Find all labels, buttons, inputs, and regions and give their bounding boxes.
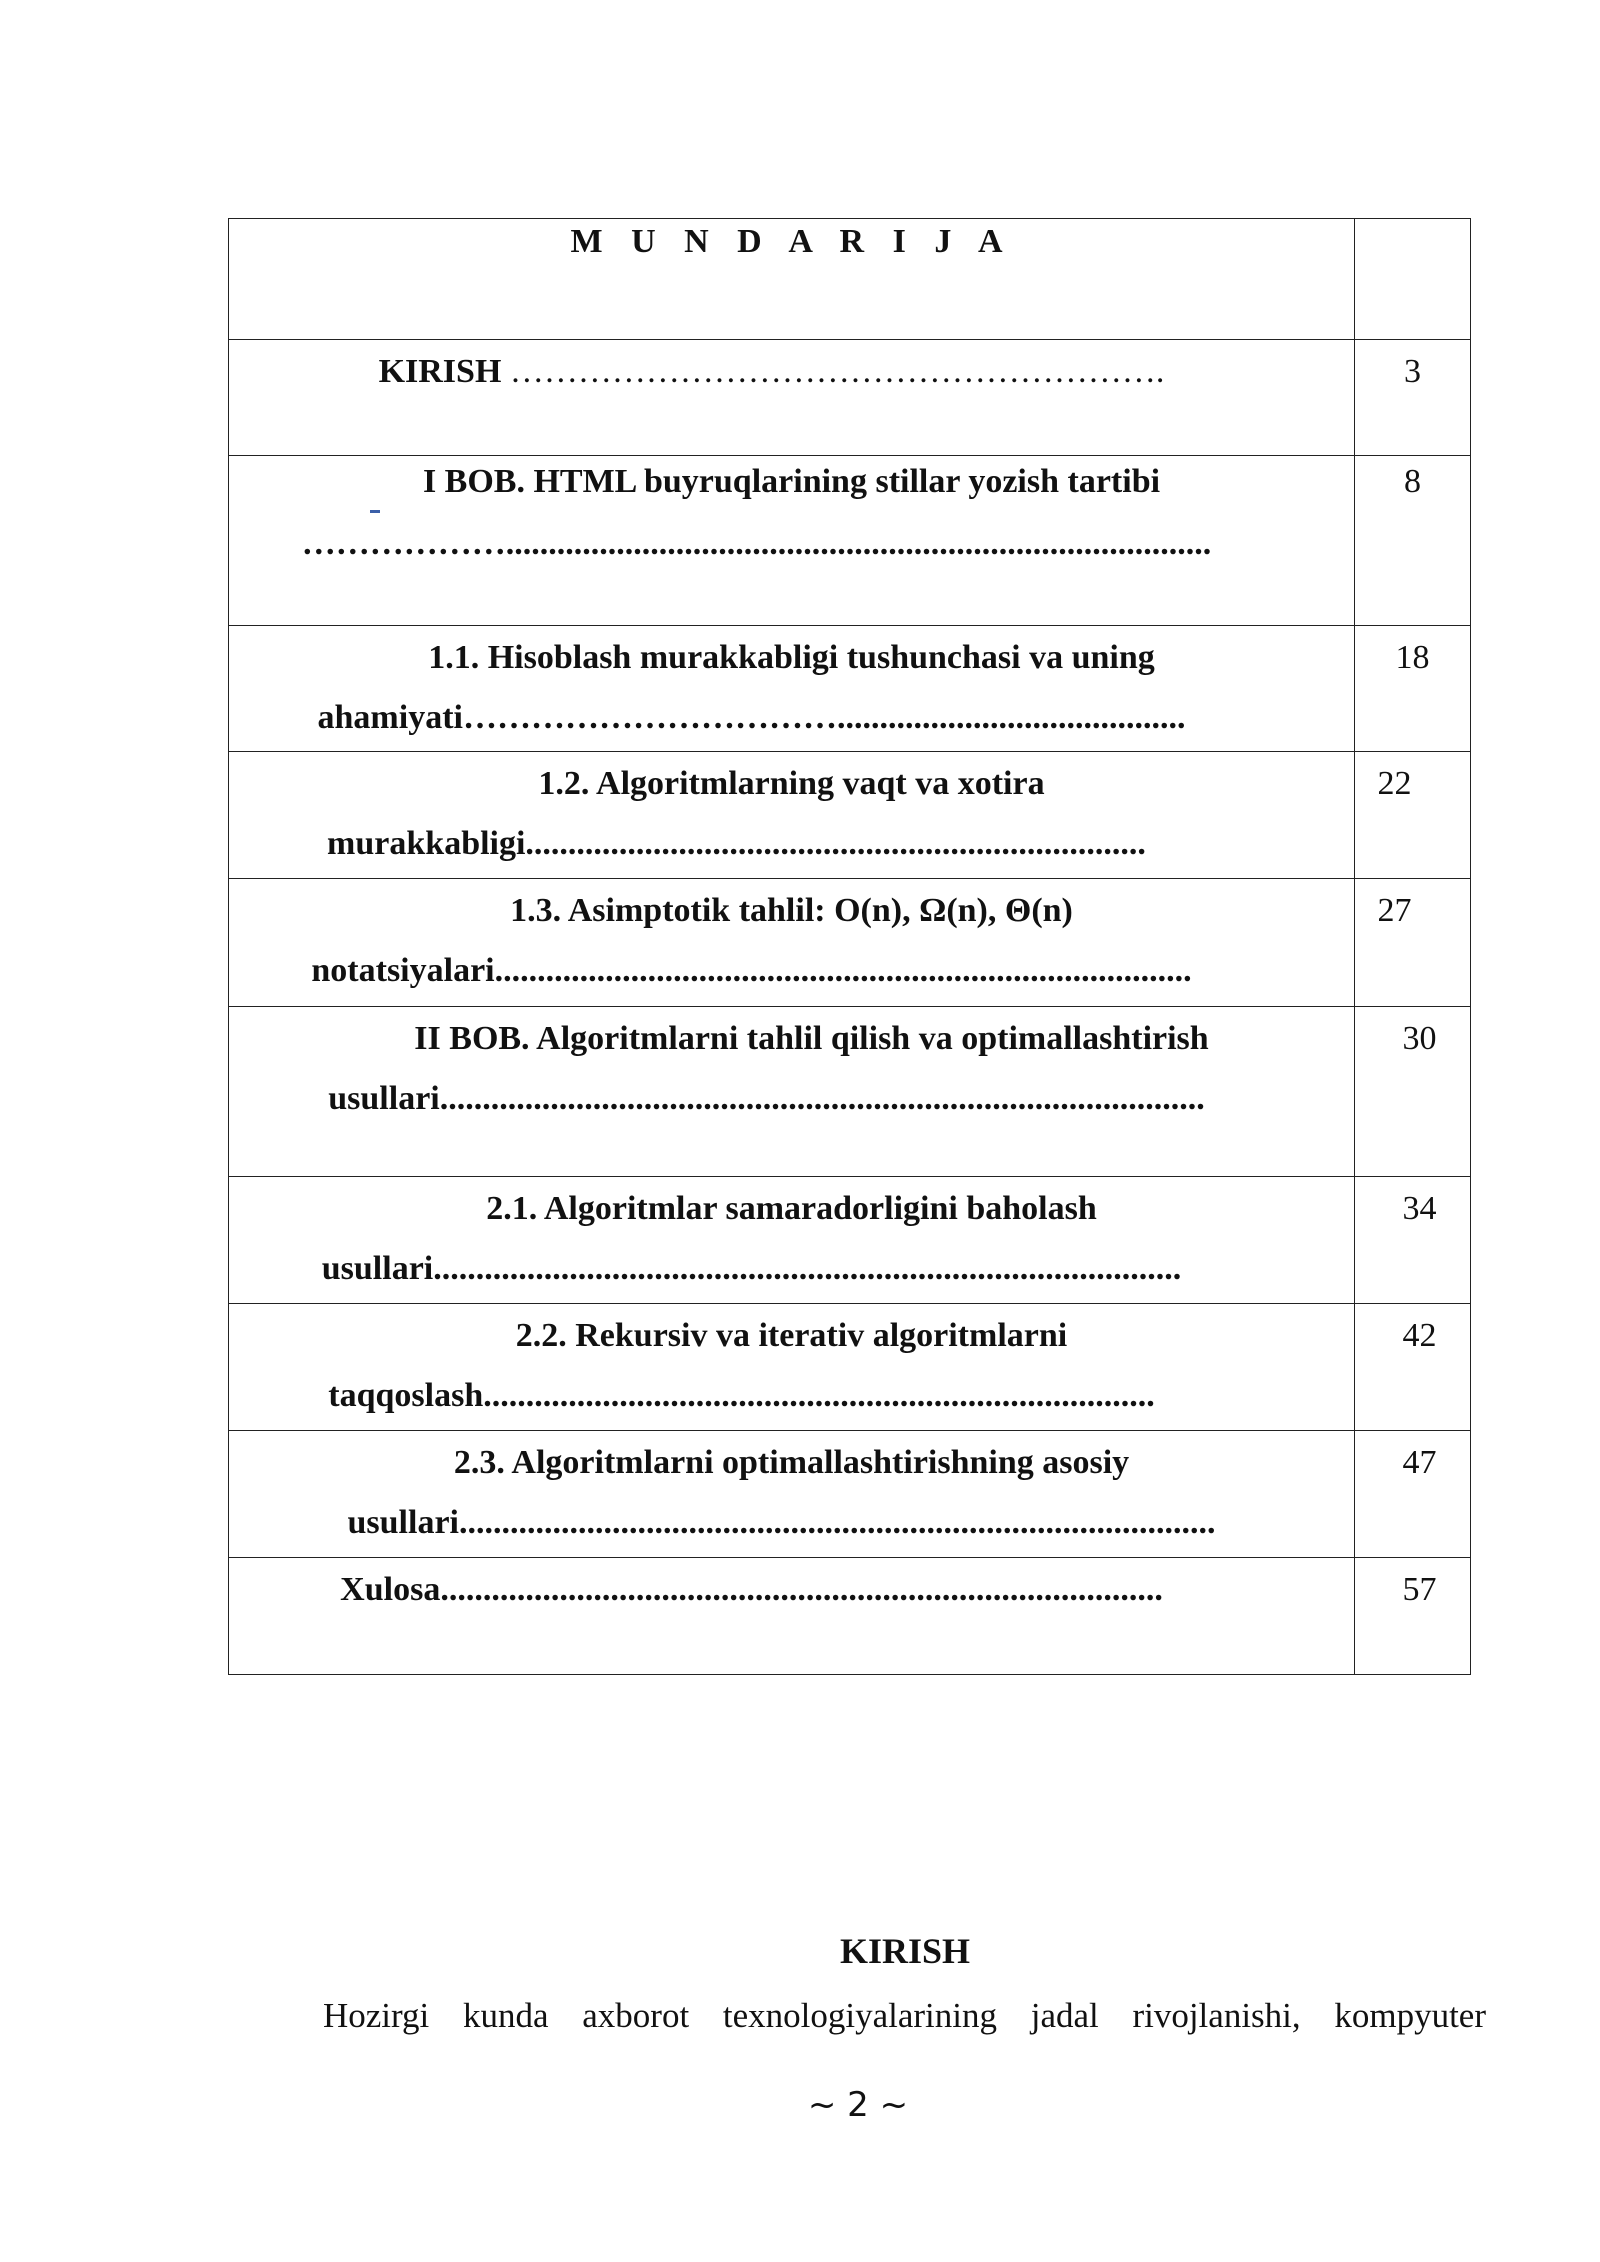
toc-entry[interactable] — [229, 752, 1471, 879]
toc-entry-line1: 1.2. Algoritmlarning vaqt va xotira — [538, 765, 1045, 802]
toc-title-page-cell — [1355, 219, 1471, 340]
toc-entry[interactable] — [229, 340, 1471, 456]
toc-entry-line1: 1.1. Hisoblash murakkabligi tushunchasi va uning — [428, 639, 1155, 676]
toc-entry[interactable] — [229, 1558, 1471, 1675]
toc-entry-page: 3 — [1355, 340, 1471, 456]
toc-entry-line1: 2.2. Rekursiv va iterativ algoritmlarni — [515, 1317, 1068, 1354]
toc-entry-label — [229, 879, 1355, 1007]
page-number: ~ 2 ~ — [807, 2085, 909, 2125]
toc-entry-label — [229, 1431, 1355, 1558]
toc-entry-page: 34 — [1355, 1177, 1471, 1304]
toc-entry[interactable] — [229, 456, 1471, 626]
toc-entry-line1: 2.3. Algoritmlarni optimallashtirishning asosiy — [453, 1444, 1130, 1481]
toc-entry-label — [229, 1007, 1355, 1177]
toc-title-row — [229, 219, 1471, 340]
toc-entry-line1: II BOB. Algoritmlarni tahlil qilish va optimallashtirish — [414, 1020, 1209, 1057]
toc-entry-line2: usullari.......................................................................................... — [328, 1080, 1205, 1117]
toc-entry-line2: taqqoslash............................................................................... — [328, 1377, 1155, 1414]
toc-entry-page: 18 — [1355, 626, 1471, 752]
toc-entry-label — [229, 626, 1355, 752]
toc-entry-label — [229, 1304, 1355, 1431]
toc-entry-line2: ………………................................................................................... — [301, 525, 1212, 562]
toc-entry-line1: 2.1. Algoritmlar samaradorligini baholash — [486, 1190, 1097, 1227]
toc-entry[interactable] — [229, 1007, 1471, 1177]
toc-entry-page: 57 — [1355, 1558, 1471, 1675]
stray-blue-mark — [370, 510, 380, 513]
toc-entry-page: 22 — [1355, 752, 1471, 879]
toc-entry-line2: usullari......................................................................................... — [347, 1504, 1216, 1541]
table-of-contents — [228, 218, 1471, 1675]
toc-title: M U N D A R I J A — [229, 219, 1355, 340]
toc-entry-line1: I BOB. HTML buyruqlarining stillar yozish tartibi — [422, 463, 1161, 500]
toc-entry-line2: usullari........................................................................................ — [321, 1250, 1182, 1287]
toc-entry-line2: ahamiyati……………………………......................................... — [317, 699, 1186, 736]
toc-entry-label — [229, 1558, 1355, 1675]
body-text-line: Hozirgi kunda axborot texnologiyalarining jadal rivojlanishi, kompyuter — [323, 1996, 1486, 2035]
toc-entry-line1: 1.3. Asimptotik tahlil: O(n), Ω(n), Θ(n) — [510, 892, 1073, 929]
toc-entry-label — [229, 752, 1355, 879]
toc-entry[interactable] — [229, 1431, 1471, 1558]
toc-entry-line2: notatsiyalari.................................................................................. — [311, 952, 1192, 989]
toc-entry-text: Xulosa..................................................................................... — [340, 1571, 1163, 1608]
toc-entry-label — [229, 340, 1355, 456]
toc-entry-page: 30 — [1355, 1007, 1471, 1177]
toc-entry[interactable] — [229, 1177, 1471, 1304]
toc-entry-dots: …………………………………………………. — [509, 353, 1165, 390]
toc-entry-page: 8 — [1355, 456, 1471, 626]
toc-entry-label — [229, 1177, 1355, 1304]
toc-entry-label — [229, 456, 1355, 626]
toc-entry[interactable] — [229, 879, 1471, 1007]
toc-entry-line2: murakkabligi......................................................................... — [327, 825, 1146, 862]
toc-entry-page: 42 — [1355, 1304, 1471, 1431]
toc-entry-page: 27 — [1355, 879, 1471, 1007]
toc-entry-text: KIRISH — [378, 353, 510, 390]
toc-entry[interactable] — [229, 626, 1471, 752]
toc-entry[interactable] — [229, 1304, 1471, 1431]
toc-entry-page: 47 — [1355, 1431, 1471, 1558]
section-heading: KIRISH — [839, 1931, 971, 1971]
